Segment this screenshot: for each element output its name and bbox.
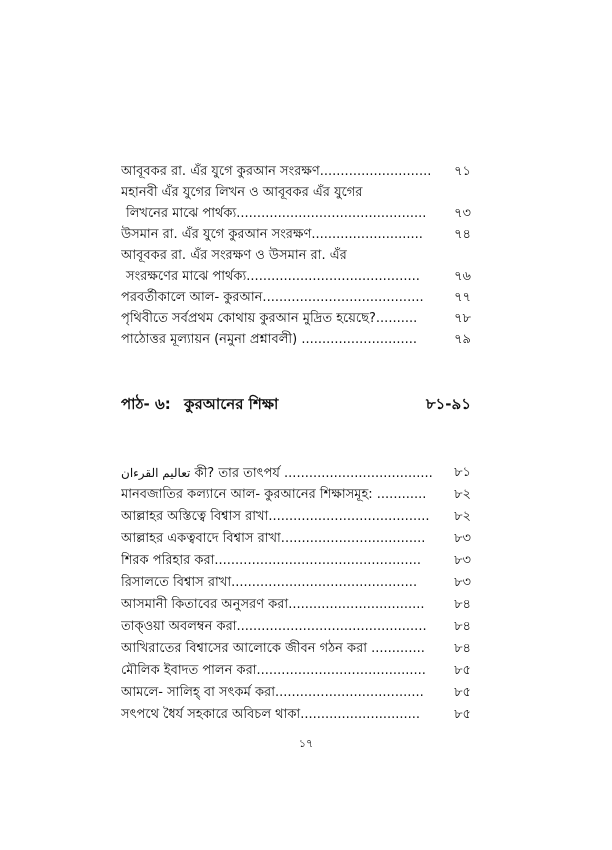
- toc-entry-text: পরবর্তীকালে আল- কুরআন.......................................: [121, 290, 424, 305]
- toc-entry-text: আবূবকর রা. এঁর যুগে কুরআন সংরক্ষণ...........................: [121, 164, 432, 179]
- toc-entry-page: ৮২: [454, 509, 471, 524]
- toc-entry-page: ৮৫: [454, 685, 471, 700]
- toc-entry: [121, 616, 471, 638]
- toc-entry-page: ৭১: [454, 164, 471, 179]
- toc-entry: [121, 161, 471, 183]
- toc-entry-page: ৭৩: [454, 206, 471, 221]
- toc-entry: [121, 704, 471, 726]
- toc-entry-page: ৮৩: [454, 553, 471, 568]
- toc-entry: [121, 462, 471, 484]
- toc-entry-text: আল্লাহর অস্তিত্বে বিশ্বাস রাখা.......................................: [121, 509, 430, 524]
- toc-entry-page: ৮৫: [454, 663, 471, 678]
- toc-entry-text: সংরক্ষণের মাঝে পার্থক্য..........................................: [126, 269, 420, 284]
- toc-entry: [121, 484, 471, 506]
- toc-entry: [121, 638, 471, 660]
- toc-entry-page: ৮৩: [454, 531, 471, 546]
- toc-entry: [121, 308, 471, 330]
- toc-entry-page: ৮১: [454, 465, 471, 480]
- toc-entry-text: মৌলিক ইবাদত পালন করা.........................................: [121, 663, 426, 678]
- chapter-title: কুরআনের শিক্ষা: [183, 395, 279, 413]
- toc-entry-text: [121, 462, 433, 484]
- toc-entry-page: ৭৪: [454, 227, 471, 242]
- toc-entry-page: ৭৬: [454, 269, 471, 284]
- chapter-label: পাঠ- ৬:: [121, 395, 171, 413]
- toc-entry-text: শিরক পরিহার করা..................................................: [121, 553, 421, 568]
- toc-entry-page: ৭৮: [454, 311, 471, 326]
- toc-entry-text: আসমানী কিতাবের অনুসরণ করা.................................: [121, 597, 425, 612]
- toc-entry-text: পৃথিবীতে সর্বপ্রথম কোথায় কুরআন মুদ্রিত হয়েছে?..........: [121, 311, 418, 326]
- toc-entry: [121, 224, 471, 246]
- toc-entry: [121, 550, 471, 572]
- chapter-page-range: ৮১-৯১: [425, 395, 471, 413]
- toc-entry: [121, 182, 471, 204]
- toc-entry: [121, 682, 471, 704]
- toc-entry-text: রিসালতে বিশ্বাস রাখা.............................................: [121, 575, 418, 590]
- toc-entry: [121, 203, 471, 225]
- toc-entry: [121, 594, 471, 616]
- toc-entry-text: আবূবকর রা. এঁর সংরক্ষণ ও উসমান রা. এঁর: [121, 248, 347, 263]
- toc-entry: [121, 245, 471, 267]
- toc-entry: [121, 572, 471, 594]
- toc-entry-text: আখিরাতের বিশ্বাসের আলোকে জীবন গঠন করা .............: [121, 641, 425, 656]
- toc-entry: [121, 329, 471, 351]
- toc-entry-text: আমলে- সালিহ্ বা সৎকর্ম করা....................................: [121, 685, 424, 700]
- toc-entry-page: ৭৭: [454, 290, 471, 305]
- toc-entry-page: ৮৪: [454, 597, 471, 612]
- toc-entry-text: আল্লাহর একত্ববাদে বিশ্বাস রাখা...................................: [121, 531, 426, 546]
- toc-entry-page: ৮৫: [454, 707, 471, 722]
- toc-entry: [121, 660, 471, 682]
- page-number: ১৭: [298, 737, 314, 750]
- toc-entry: [121, 287, 471, 309]
- toc-entry-text: পাঠোত্তর মূল্যায়ন (নমুনা প্রশ্নাবলী) ............................: [121, 332, 418, 347]
- toc-entry-page: ৮২: [454, 487, 471, 502]
- toc-entry-text: মানবজাতির কল্যানে আল- কুরআনের শিক্ষাসমূহ: ............: [121, 487, 427, 502]
- toc-entry-page: ৭৯: [454, 332, 471, 347]
- toc-entry: [121, 528, 471, 550]
- chapter-heading: [121, 392, 471, 416]
- toc-entry-page: ৮৩: [454, 575, 471, 590]
- arabic-phrase: تعاليم القرءان: [121, 466, 191, 480]
- toc-entry-text: লিখনের মাঝে পার্থক্য..............................................: [126, 206, 427, 221]
- toc-entry: [121, 506, 471, 528]
- toc-entry-page: ৮৪: [454, 641, 471, 656]
- toc-entry-text-rest: কী? তার তাৎপর্য ....................................: [190, 466, 433, 481]
- toc-entry-text: উসমান রা. এঁর যুগে কুরআন সংরক্ষণ...........................: [121, 227, 423, 242]
- toc-entry-text: মহানবী এঁর যুগের লিখন ও আবূবকর এঁর যুগের: [121, 185, 363, 200]
- toc-entry-text: তাক্ওয়া অবলম্বন করা..............................................: [121, 619, 427, 634]
- toc-entry-page: ৮৪: [454, 619, 471, 634]
- toc-entry: [121, 266, 471, 288]
- toc-entry-text: সৎপথে ধৈর্য সহকারে অবিচল থাকা.............................: [121, 707, 421, 722]
